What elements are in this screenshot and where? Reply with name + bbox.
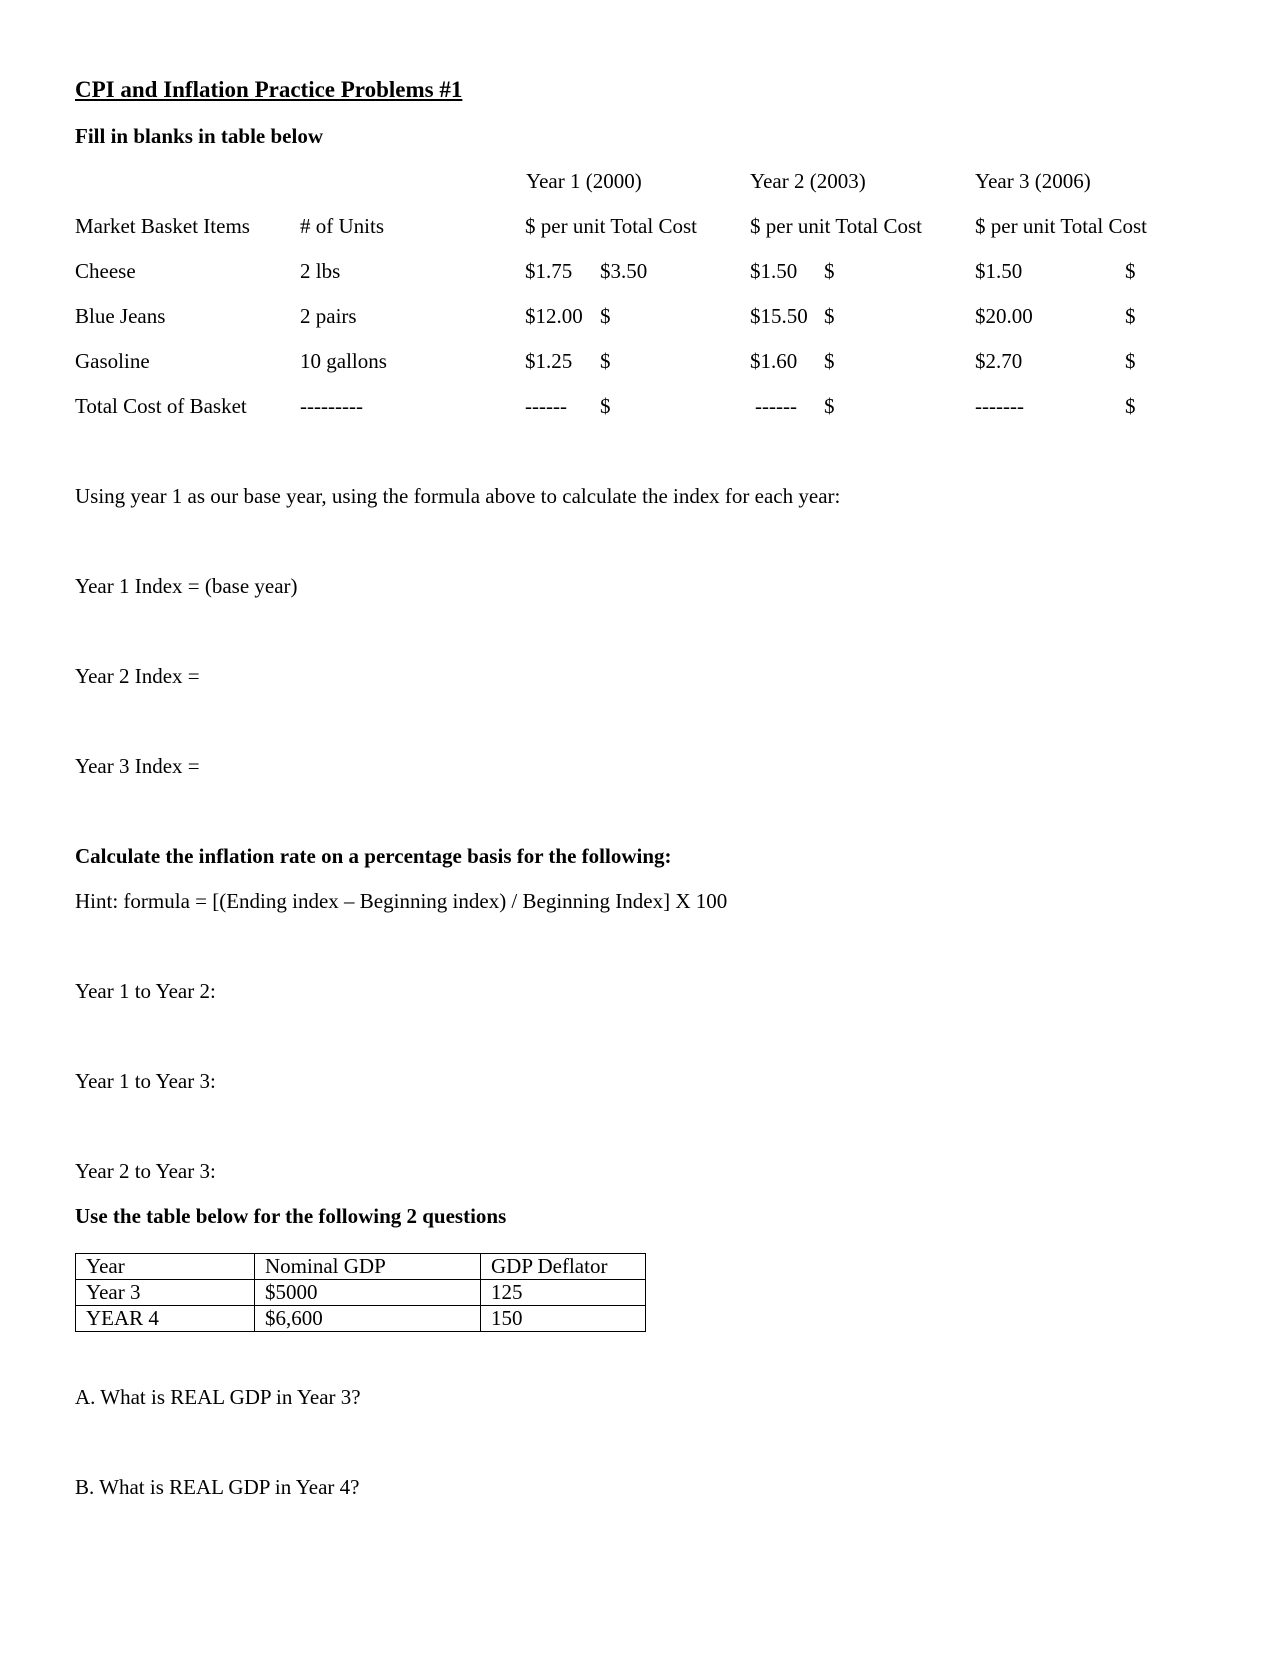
row-jeans-y2-total: $ [824,304,835,328]
gdp-table [75,1253,646,1332]
inflation-heading: Calculate the inflation rate on a percentage basis for the following: [75,844,672,868]
row-cheese-y3-total: $ [1125,259,1136,283]
row-cheese-y1-total: $3.50 [600,259,648,283]
gdp-table-header-row [76,1254,646,1280]
row-total-item: Total Cost of Basket [75,394,247,418]
row-jeans-y1-total: $ [600,304,611,328]
gdp-header-deflator: GDP Deflator [481,1254,646,1280]
table-row [76,1280,646,1306]
row-cheese-y2-price: $1.50 [750,259,798,283]
row-total-y2-price: ------ [755,394,797,418]
col-header-y1: $ per unit Total Cost [525,214,697,238]
row-gasoline-units: 10 gallons [300,349,387,373]
row-gasoline-item: Gasoline [75,349,150,373]
row-cheese-units: 2 lbs [300,259,341,283]
inflation-y1-y2: Year 1 to Year 2: [75,979,216,1003]
col-header-units: # of Units [300,214,384,238]
gdp-cell-deflator: 150 [481,1306,646,1332]
gdp-header-year: Year [76,1254,255,1280]
col-header-items: Market Basket Items [75,214,250,238]
row-gasoline-y1-total: $ [600,349,611,373]
row-total-y3-price: ------- [975,394,1024,418]
inflation-y1-y3: Year 1 to Year 3: [75,1069,216,1093]
row-gasoline-y3-price: $2.70 [975,349,1023,373]
row-jeans-y2-price: $15.50 [750,304,808,328]
row-cheese-y3-price: $1.50 [975,259,1023,283]
row-jeans-item: Blue Jeans [75,304,166,328]
row-gasoline-y2-total: $ [824,349,835,373]
gdp-cell-year: Year 3 [76,1280,255,1306]
row-jeans-y1-price: $12.00 [525,304,583,328]
row-total-units: --------- [300,394,363,418]
row-jeans-y3-total: $ [1125,304,1136,328]
row-jeans-units: 2 pairs [300,304,357,328]
subtitle: Fill in blanks in table below [75,124,323,148]
year-header-1: Year 1 (2000) [526,169,642,193]
year3-index: Year 3 Index = [75,754,200,778]
row-total-y2-total: $ [824,394,835,418]
question-a: A. What is REAL GDP in Year 3? [75,1385,361,1409]
gdp-cell-deflator: 125 [481,1280,646,1306]
year-header-2: Year 2 (2003) [750,169,866,193]
row-cheese-y2-total: $ [824,259,835,283]
row-jeans-y3-price: $20.00 [975,304,1033,328]
row-gasoline-y3-total: $ [1125,349,1136,373]
gdp-cell-nominal: $6,600 [255,1306,481,1332]
row-cheese-y1-price: $1.75 [525,259,573,283]
row-gasoline-y2-price: $1.60 [750,349,798,373]
gdp-cell-year: YEAR 4 [76,1306,255,1332]
row-gasoline-y1-price: $1.25 [525,349,573,373]
question-b: B. What is REAL GDP in Year 4? [75,1475,360,1499]
col-header-y3: $ per unit Total Cost [975,214,1147,238]
gdp-cell-nominal: $5000 [255,1280,481,1306]
gdp-heading: Use the table below for the following 2 questions [75,1204,507,1228]
page-title: CPI and Inflation Practice Problems #1 [75,77,463,102]
row-total-y1-total: $ [600,394,611,418]
table-row [76,1306,646,1332]
inflation-hint: Hint: formula = [(Ending index – Beginning index) / Beginning Index] X 100 [75,889,728,913]
row-total-y3-total: $ [1125,394,1136,418]
row-total-y1-price: ------ [525,394,567,418]
year1-index: Year 1 Index = (base year) [75,574,298,598]
index-instruction: Using year 1 as our base year, using the formula above to calculate the index for each year: [75,484,841,508]
year2-index: Year 2 Index = [75,664,200,688]
col-header-y2: $ per unit Total Cost [750,214,922,238]
row-cheese-item: Cheese [75,259,136,283]
gdp-header-nominal: Nominal GDP [255,1254,481,1280]
year-header-3: Year 3 (2006) [975,169,1091,193]
inflation-y2-y3: Year 2 to Year 3: [75,1159,216,1183]
